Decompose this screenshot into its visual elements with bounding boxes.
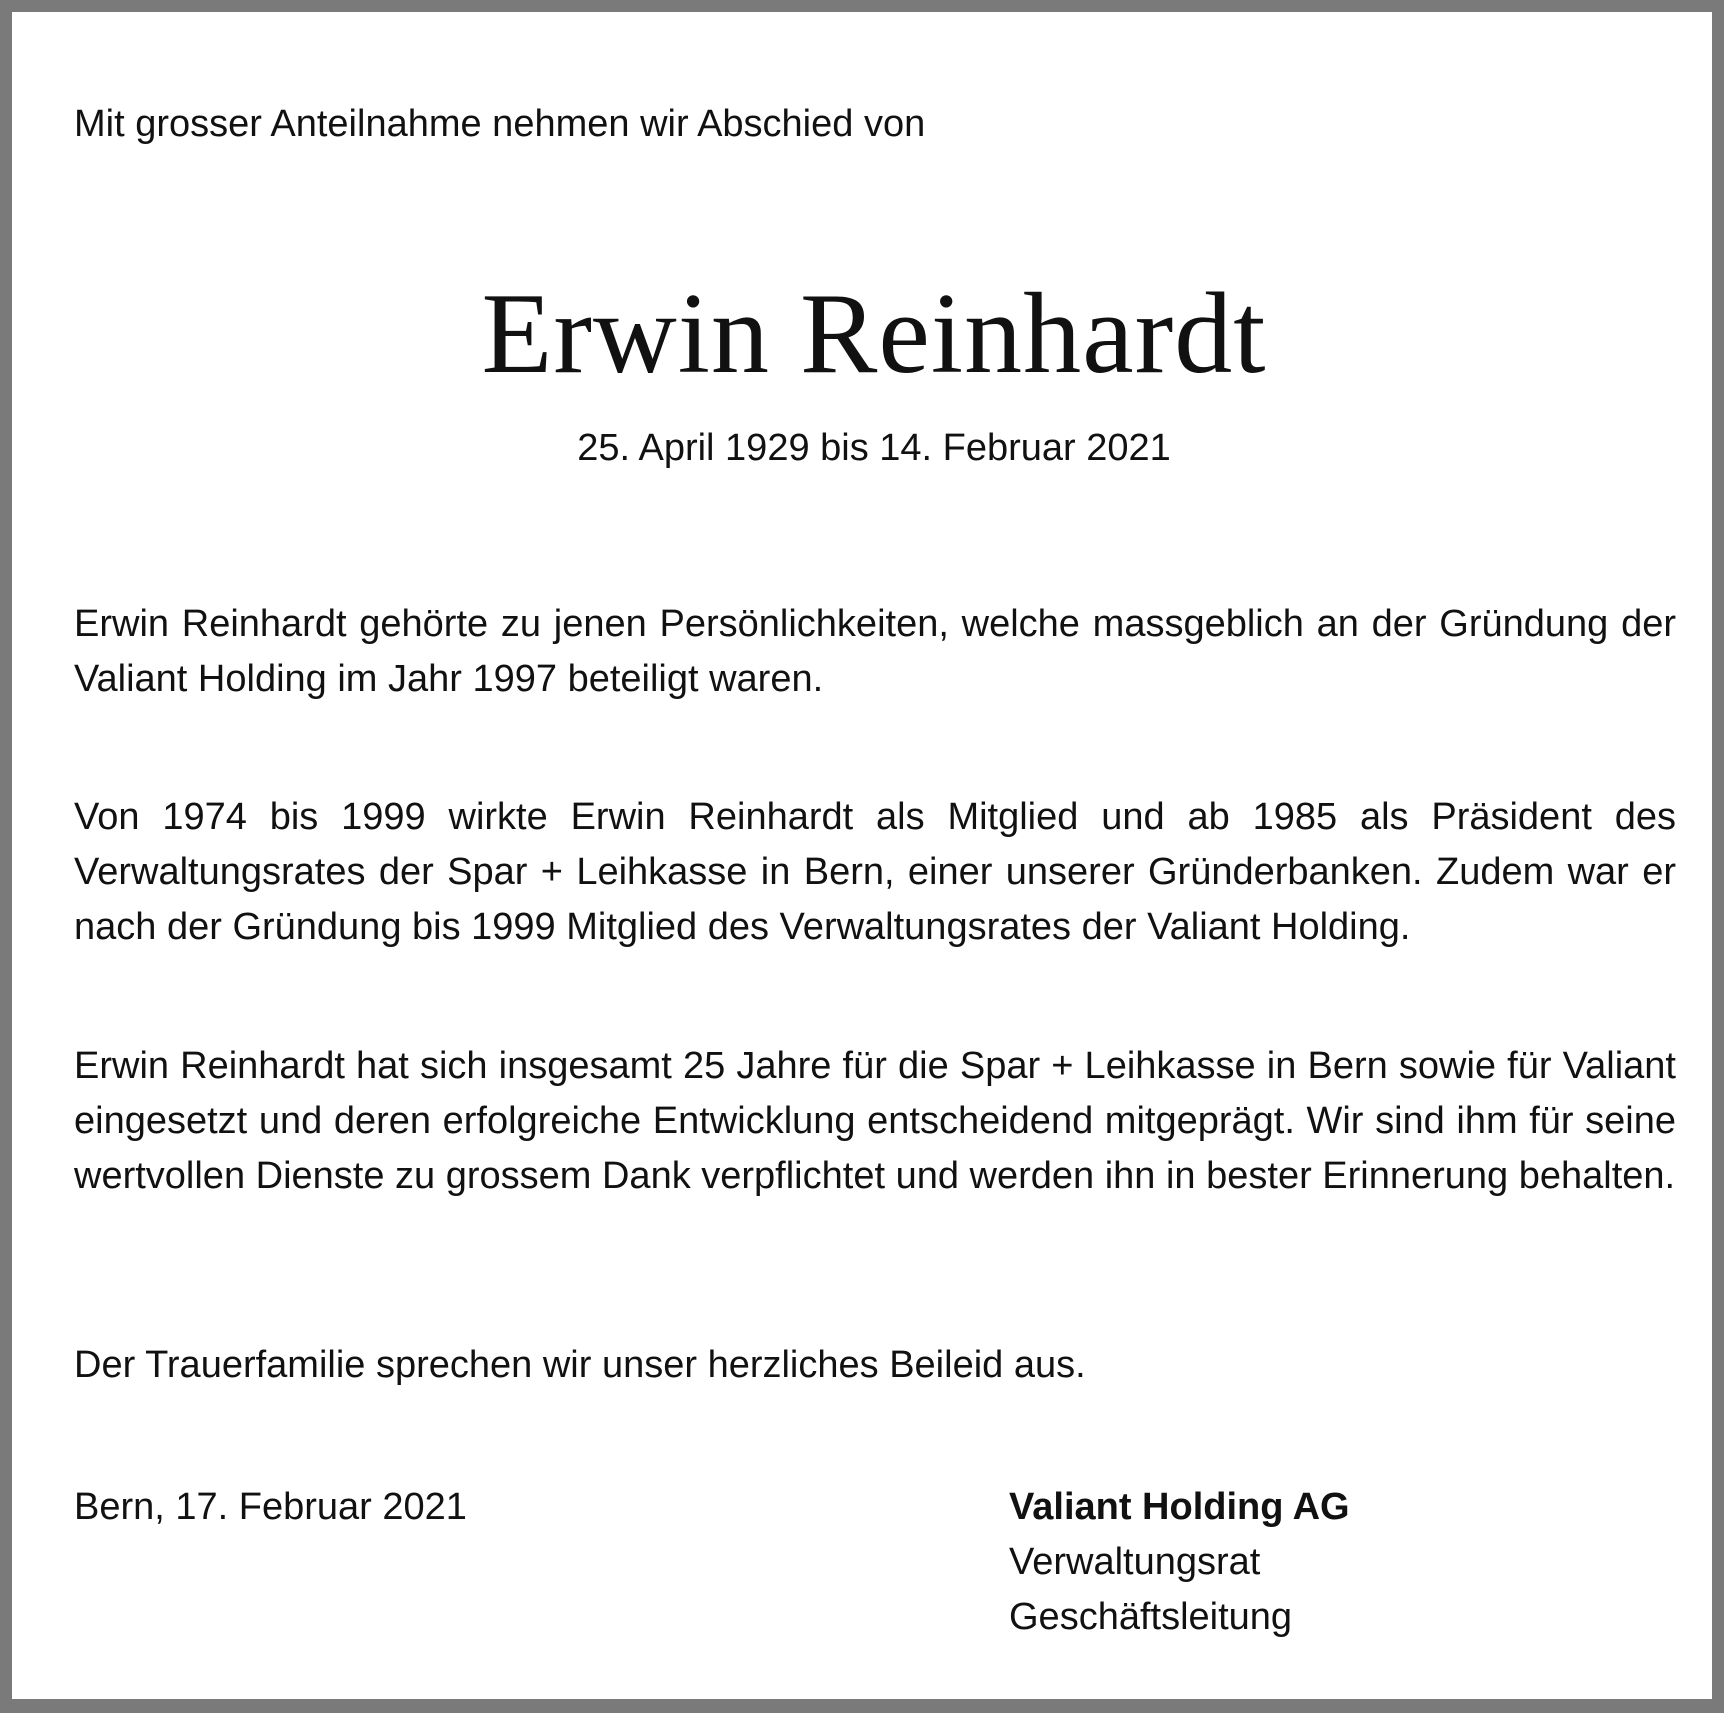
signature-line-management: Geschäftsleitung [1009,1596,1293,1638]
deceased-name: Erwin Reinhardt [481,270,1267,398]
signature-line-board: Verwaltungsrat [1009,1541,1261,1583]
place-and-date: Bern, 17. Februar 2021 [74,1486,467,1528]
life-dates: 25. April 1929 bis 14. Februar 2021 [577,427,1171,469]
paragraph-career: Von 1974 bis 1999 wirkte Erwin Reinhardt als Mitglied und ab 1985 als Präsident des Verwaltungsrates der Spar + Leihkasse in Bern, einer unserer Gründerbanken. Zudem war er nach der Gründung bis 1999 Mitglied des Verwaltungsrates der Valiant Holding. [74,796,1676,948]
paragraph-founding: Erwin Reinhardt gehörte zu jenen Persönlichkeiten, welche massgeblich an der Gründung der Valiant Holding im Jahr 1997 beteiligt waren. [74,603,1676,700]
paragraph-gratitude: Erwin Reinhardt hat sich insgesamt 25 Jahre für die Spar + Leihkasse in Bern sowie für Valiant eingesetzt und deren erfolgreiche Entwicklung entscheidend mitgeprägt. Wir sind ihm für seine wertvollen Dienste zu grossem Dank verpflichtet und werden ihn in bester Erinnerung behalten. [74,1045,1676,1197]
intro-text: Mit grosser Anteilnahme nehmen wir Abschied von [74,103,926,145]
signature-company: Valiant Holding AG [1009,1486,1350,1528]
paragraph-condolence: Der Trauerfamilie sprechen wir unser herzliches Beileid aus. [74,1344,1086,1386]
signature-block [1009,1480,1350,1645]
